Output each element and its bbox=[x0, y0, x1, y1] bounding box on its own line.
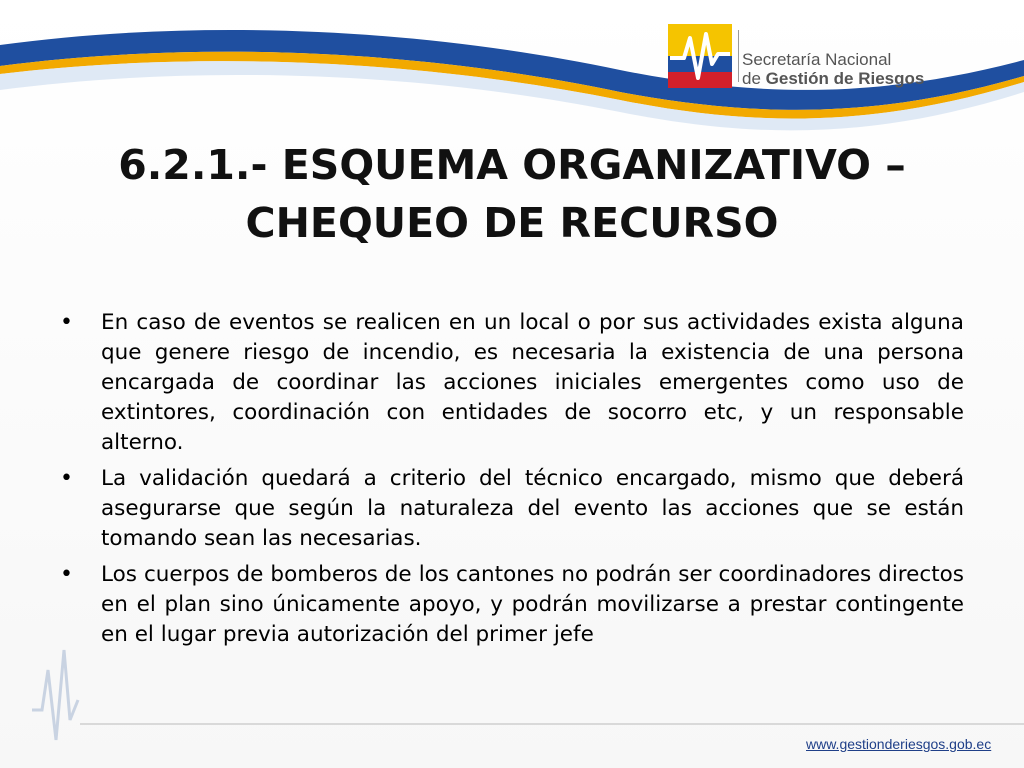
bullet-item bbox=[60, 560, 964, 650]
logo-text-line1: Secretaría Nacional bbox=[742, 50, 892, 69]
slide-title-line2: CHEQUEO DE RECURSO bbox=[245, 199, 779, 247]
bullet-text: La validación quedará a criterio del técnico encargado, mismo que deberá asegurarse que según la naturaleza del evento las acciones que se están tomando sean las necesarias. bbox=[101, 466, 964, 551]
bullet-marker: • bbox=[60, 466, 73, 491]
logo bbox=[668, 24, 925, 88]
bullet-text: En caso de eventos se realicen en un local o por sus actividades exista alguna que genere riesgo de incendio, es necesaria la existencia de una persona encargada de coordinar las acciones iniciales emergentes como uso de extintores, coordinación con entidades de socorro etc, y un responsable alterno. bbox=[101, 310, 964, 455]
decorative-pulse-icon bbox=[30, 640, 80, 750]
logo-text-bold: Gestión de Riesgos bbox=[765, 69, 925, 88]
slide-title bbox=[60, 136, 964, 252]
logo-separator bbox=[738, 30, 739, 82]
bullet-text: Los cuerpos de bomberos de los cantones no podrán ser coordinadores directos en el plan sino únicamente apoyo, y podrán movilizarse a prestar contingente en el lugar previa autorización del primer jefe bbox=[101, 562, 964, 647]
bullet-marker: • bbox=[60, 310, 73, 335]
slide-title-line1: 6.2.1.- ESQUEMA ORGANIZATIVO – bbox=[118, 141, 906, 189]
bullet-marker: • bbox=[60, 562, 73, 587]
logo-text-line2 bbox=[742, 69, 924, 89]
bullet-item bbox=[60, 308, 964, 458]
bullet-item bbox=[60, 464, 964, 554]
footer-divider bbox=[80, 723, 1024, 725]
bullet-list bbox=[60, 308, 964, 656]
ecuador-risk-logo-icon bbox=[668, 24, 732, 88]
logo-text-prefix: de bbox=[742, 69, 766, 88]
footer-url-link[interactable]: www.gestionderiesgos.gob.ec bbox=[806, 736, 992, 752]
